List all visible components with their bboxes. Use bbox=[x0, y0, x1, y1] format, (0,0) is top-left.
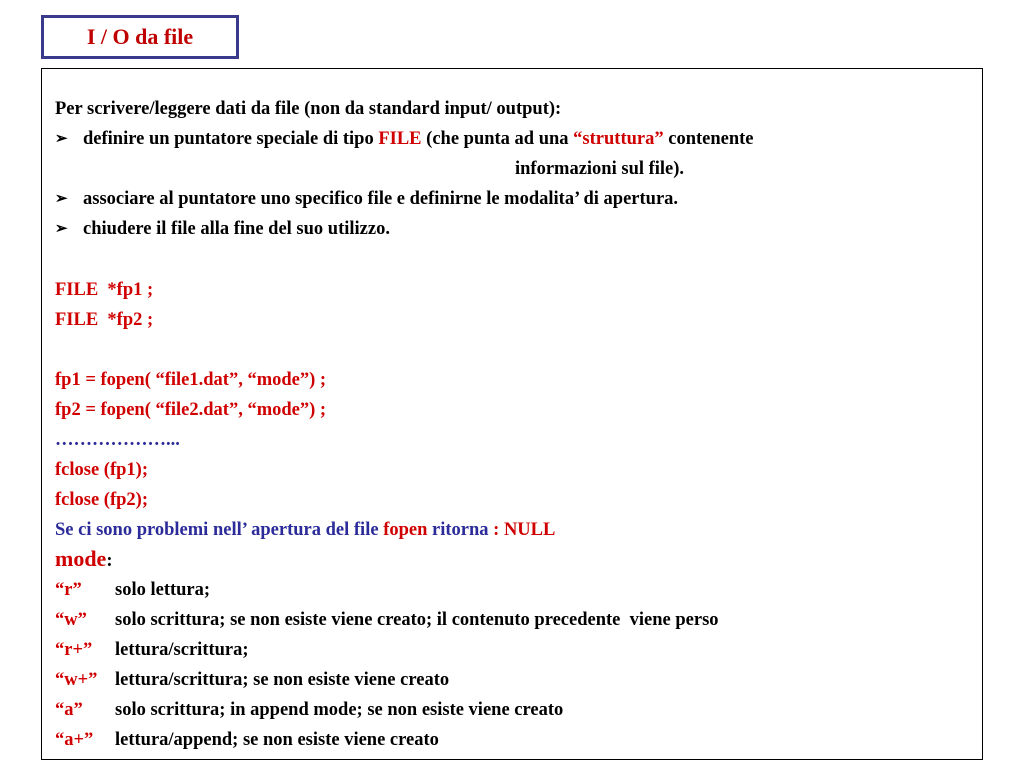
code-decl-fp1: FILE *fp1 ; bbox=[55, 280, 154, 300]
mode-row bbox=[55, 609, 719, 631]
slide-title: I / O da file bbox=[41, 15, 239, 59]
mode-key: “w” bbox=[55, 610, 87, 630]
code-decl-fp2: FILE *fp2 ; bbox=[55, 310, 154, 330]
code-close-fp2: fclose (fp2); bbox=[55, 490, 148, 510]
mode-description: lettura/append; se non esiste viene creato bbox=[115, 730, 439, 750]
mode-row bbox=[55, 669, 449, 691]
mode-description: lettura/scrittura; bbox=[115, 640, 249, 660]
mode-key: “a” bbox=[55, 700, 83, 720]
file-keyword: FILE bbox=[378, 129, 422, 149]
code-open-fp1: fp1 = fopen( “file1.dat”, “mode”) ; bbox=[55, 370, 327, 390]
bullet-item-3: chiudere il file alla fine del suo utilizzo. bbox=[83, 219, 390, 239]
arrow-bullet-icon: ➢ bbox=[55, 221, 68, 237]
arrow-bullet-icon: ➢ bbox=[55, 191, 68, 207]
bullet-item-2: associare al puntatore uno specifico file e definirne le modalita’ di apertura. bbox=[83, 189, 679, 209]
mode-key: “r” bbox=[55, 580, 82, 600]
code-close-fp1: fclose (fp1); bbox=[55, 460, 148, 480]
intro-text: Per scrivere/leggere dati da file (non da standard input/ output): bbox=[55, 99, 562, 119]
code-ellipsis: ………………... bbox=[55, 430, 180, 450]
mode-row bbox=[55, 639, 249, 661]
content-box bbox=[41, 68, 983, 760]
mode-row bbox=[55, 729, 439, 751]
mode-description: solo scrittura; in append mode; se non esiste viene creato bbox=[115, 700, 564, 720]
mode-key: “w+” bbox=[55, 670, 98, 690]
null-return-note: Se ci sono problemi nell’ apertura del file fopen ritorna : NULL bbox=[55, 520, 556, 540]
mode-description: lettura/scrittura; se non esiste viene creato bbox=[115, 670, 450, 690]
mode-key: “r+” bbox=[55, 640, 93, 660]
struttura-keyword: “struttura” bbox=[573, 129, 664, 149]
code-open-fp2: fp2 = fopen( “file2.dat”, “mode”) ; bbox=[55, 400, 327, 420]
arrow-bullet-icon: ➢ bbox=[55, 131, 68, 147]
mode-heading: mode: bbox=[55, 546, 113, 571]
mode-description: solo lettura; bbox=[115, 580, 211, 600]
mode-row bbox=[55, 579, 210, 601]
bullet-item-1: definire un puntatore speciale di tipo FILE (che punta ad una “struttura” contenente bbox=[83, 129, 754, 149]
mode-key: “a+” bbox=[55, 730, 94, 750]
bullet-item-1-continuation: informazioni sul file). bbox=[515, 159, 685, 179]
mode-description: solo scrittura; se non esiste viene creato; il contenuto precedente viene perso bbox=[115, 610, 719, 630]
mode-row bbox=[55, 699, 563, 721]
